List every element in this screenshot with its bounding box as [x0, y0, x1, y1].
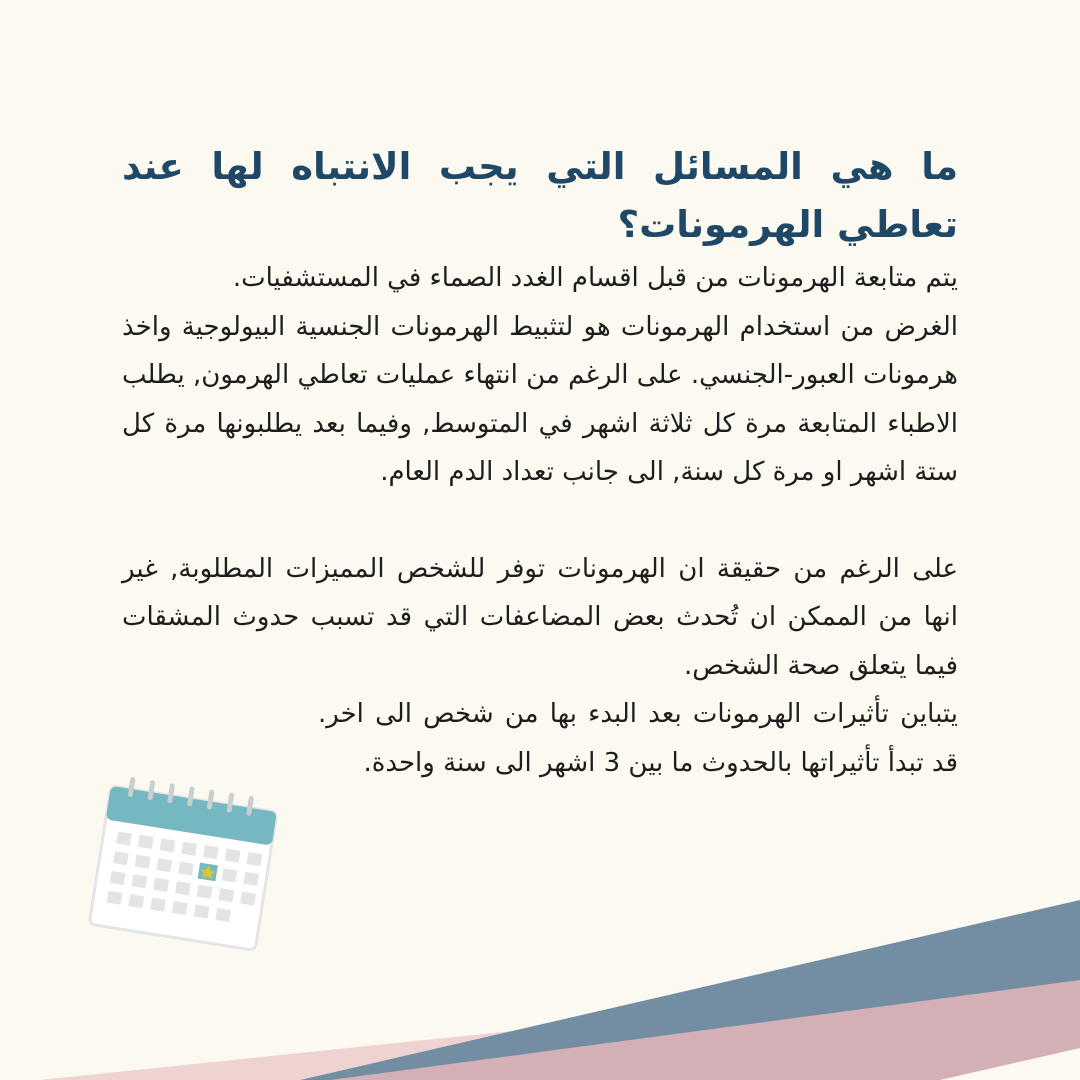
paragraph-followup-departments: يتم متابعة الهرمونات من قبل اقسام الغدد الصماء في المستشفيات.: [232, 263, 958, 293]
paragraph-effects-timing: يتباين تأثيرات الهرمونات بعد البدء بها من شخص الى اخر. قد تبدأ تأثيراتها بالحدوث ما بين 3 اشهر الى سنة واحدة.: [318, 699, 958, 778]
stripe-blue: [300, 900, 1080, 1080]
article: [122, 138, 958, 787]
paragraph-purpose-followup: الغرض من استخدام الهرمونات هو لتثبيط الهرمونات الجنسية البيولوجية واخذ هرمونات العبور-الجنسي. على الرغم من انتهاء عمليات تعاطي الهرمون, يطلب الاطباء المتابعة مرة كل ثلاثة اشهر في المتوسط, وفيما بعد يطلبونها مرة كل ستة اشهر او مرة كل سنة, الى جانب تعداد الدم العام.: [122, 311, 958, 487]
stripe-mauve: [330, 980, 1080, 1080]
paragraph-complications: على الرغم من حقيقة ان الهرمونات توفر للشخص المميزات المطلوبة, غير انها من الممكن ان تُحدث بعض المضاعفات التي قد تسبب حدوث المشقات فيما يتعلق صحة الشخص.: [122, 553, 958, 681]
stripe-white: [940, 1048, 1080, 1080]
stripe-pink: [40, 1000, 1080, 1080]
page-title: ما هي المسائل التي يجب الانتباه لها عند تعاطي الهرمونات؟: [122, 145, 958, 246]
calendar-icon: [78, 770, 288, 955]
paragraph-gap: [122, 497, 958, 545]
